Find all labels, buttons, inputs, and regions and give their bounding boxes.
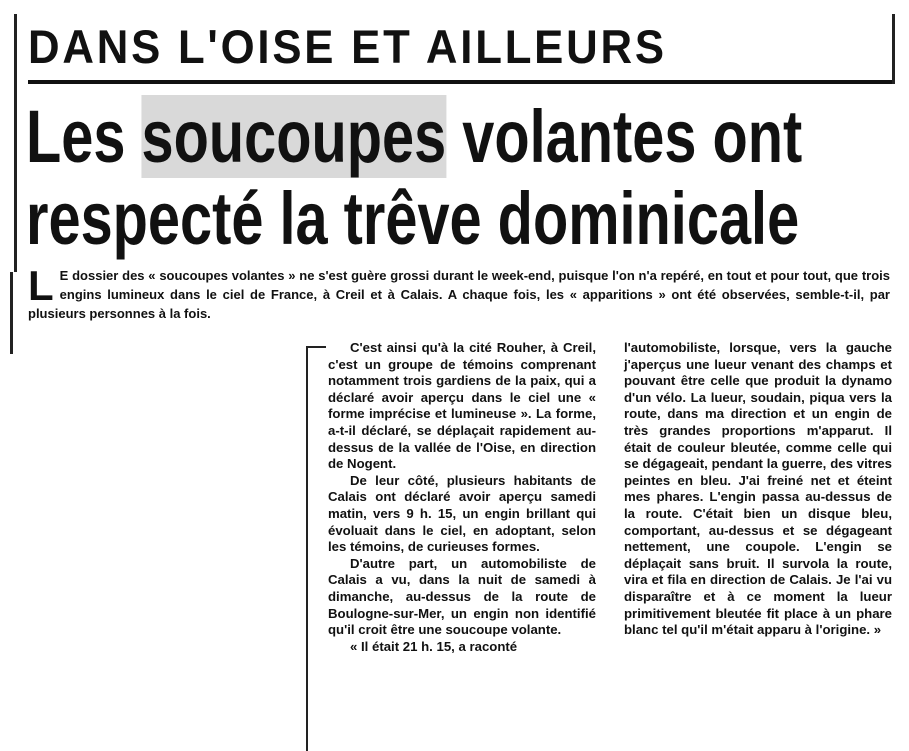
- left-border-rule-lower: [10, 272, 13, 354]
- paragraph: D'autre part, un automobiliste de Calais a vu, dans la nuit de samedi à dimanche, au-dessus de la route de Boulogne-sur-Mer, un engin non identifié qu'il croit être une soucoupe volante.: [328, 555, 596, 638]
- left-border-rule: [14, 14, 17, 272]
- right-border-rule: [892, 14, 895, 84]
- lede-text: E dossier des « soucoupes volantes » ne s'est guère grossi durant le week-end, puisque l'on n'a repéré, en tout et pour tout, que trois engins lumineux dans le ciel de France, à Creil et à Calais. A chaque fois, les « apparitions » ont été observées, semble-t-il, par plusieurs personnes à la fois.: [28, 268, 890, 321]
- headline-line-1: [26, 95, 803, 178]
- headline-line-1-end: volantes ont: [446, 95, 803, 178]
- column-top-rule: [306, 346, 326, 348]
- paragraph: l'automobiliste, lorsque, vers la gauche j'aperçus une lueur venant des champs et pouvant être celle que produit la dynamo d'un vélo. La lueur, soudain, piqua vers la route, dans ma direction et un engin de très grandes proportions m'apparut. Il était de couleur bleutée, comme celle qui se dégageait, pendant la guerre, des vitres peintes en bleu. J'ai freiné net et éteint mes phares. L'engin passa au-dessus de la route. C'était bien un disque bleu, comportant, au-dessus et se dégageant nettement, une coupole. L'engin se déplaçait sans bruit. Il survola la route, vira et fila en direction de Calais. Je l'ai vu disparaître et à ce moment la lueur primitivement bleutée fit place à un phare blanc tel qu'il m'était apparu à l'origine. »: [624, 340, 892, 638]
- headline-highlighted-word: soucoupes: [141, 95, 447, 178]
- section-kicker: DANS L'OISE ET AILLEURS: [28, 20, 667, 73]
- article-lede: [28, 262, 890, 323]
- top-margin: [14, 0, 895, 14]
- article-column-2: [624, 340, 892, 639]
- column-left-rule: [306, 346, 308, 751]
- paragraph: « Il était 21 h. 15, a raconté: [350, 638, 518, 654]
- article-column-1: [328, 340, 596, 655]
- headline-line-1-start: Les: [26, 95, 142, 178]
- paragraph: De leur côté, plusieurs habitants de Calais ont déclaré avoir aperçu samedi matin, vers 9 h. 15, un engin brillant qui évoluait dans le ciel, en adoptant, selon les témoins, de curieuses formes.: [328, 472, 596, 555]
- drop-cap: L: [28, 262, 54, 309]
- article-headline: [26, 95, 803, 260]
- headline-line-2: respecté la trêve dominicale: [26, 177, 800, 260]
- kicker-underline: [28, 80, 892, 84]
- paragraph: C'est ainsi qu'à la cité Rouher, à Creil, c'est un groupe de témoins comprenant notamment trois gardiens de la paix, qui a déclaré avoir aperçu dans le ciel une « forme imprécise et lumineuse ». La forme, a-t-il déclaré, se déplaçait rapidement au-dessus de la vallée de l'Oise, en direction de Nogent.: [328, 340, 596, 472]
